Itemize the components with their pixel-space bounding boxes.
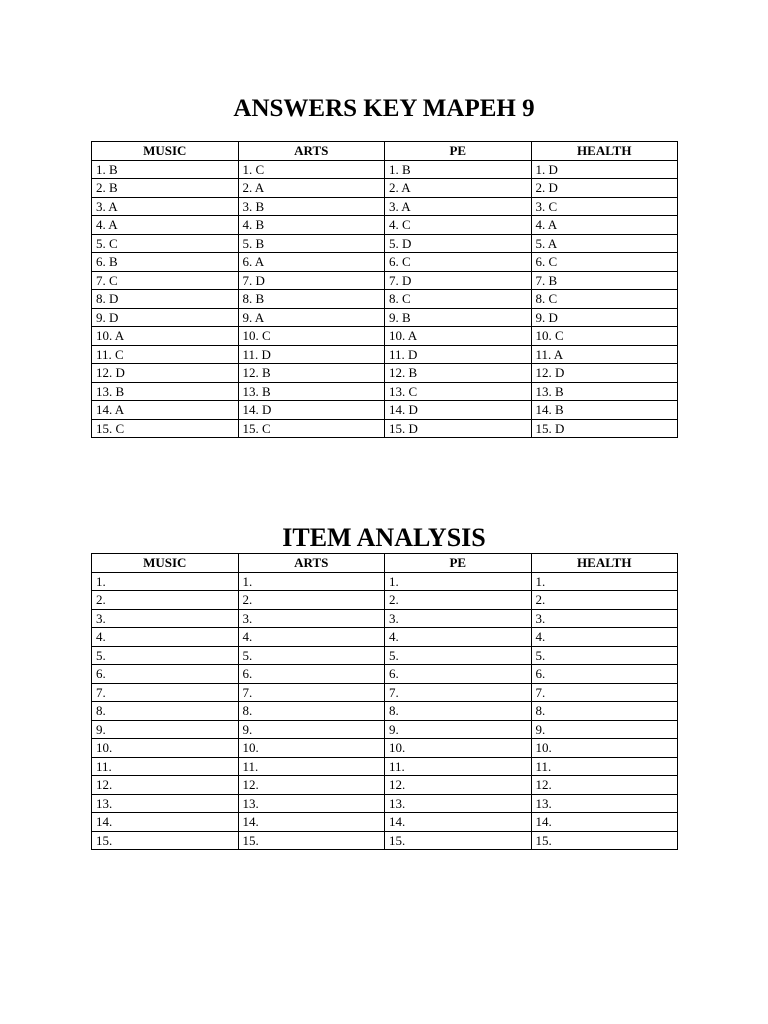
table-cell-arts: 3. B: [238, 197, 385, 216]
table-cell-pe: 3.: [385, 609, 532, 628]
table-cell-health: 2.: [531, 591, 678, 610]
table-cell-arts: 7. D: [238, 271, 385, 290]
table-cell-health: 10.: [531, 739, 678, 758]
table-cell-health: 4.: [531, 628, 678, 647]
table-cell-pe: 9. B: [385, 308, 532, 327]
table-cell-health: 5. A: [531, 234, 678, 253]
table-cell-music: 6. B: [92, 253, 239, 272]
table-cell-pe: 15. D: [385, 419, 532, 438]
item-analysis-header-row: [92, 554, 678, 573]
table-cell-health: 9. D: [531, 308, 678, 327]
table-cell-music: 13. B: [92, 382, 239, 401]
column-header-arts: ARTS: [238, 554, 385, 573]
table-row: [92, 665, 678, 684]
table-cell-health: 8. C: [531, 290, 678, 309]
table-row: [92, 234, 678, 253]
table-cell-music: 4. A: [92, 216, 239, 235]
table-cell-arts: 4. B: [238, 216, 385, 235]
table-cell-pe: 4. C: [385, 216, 532, 235]
table-cell-health: 4. A: [531, 216, 678, 235]
table-cell-health: 13.: [531, 794, 678, 813]
table-cell-health: 1.: [531, 572, 678, 591]
table-cell-health: 7. B: [531, 271, 678, 290]
table-row: [92, 364, 678, 383]
table-cell-health: 11. A: [531, 345, 678, 364]
table-cell-health: 6. C: [531, 253, 678, 272]
column-header-pe: PE: [385, 142, 532, 161]
table-row: [92, 419, 678, 438]
table-cell-pe: 1.: [385, 572, 532, 591]
table-row: [92, 179, 678, 198]
table-row: [92, 702, 678, 721]
table-cell-music: 11.: [92, 757, 239, 776]
table-cell-pe: 11. D: [385, 345, 532, 364]
table-row: [92, 683, 678, 702]
table-cell-health: 14. B: [531, 401, 678, 420]
table-cell-arts: 2. A: [238, 179, 385, 198]
table-cell-pe: 3. A: [385, 197, 532, 216]
item-analysis-title: ITEM ANALYSIS: [282, 523, 486, 552]
table-cell-pe: 14.: [385, 813, 532, 832]
table-cell-pe: 13.: [385, 794, 532, 813]
table-cell-arts: 8.: [238, 702, 385, 721]
table-cell-music: 12. D: [92, 364, 239, 383]
table-cell-arts: 8. B: [238, 290, 385, 309]
table-cell-health: 6.: [531, 665, 678, 684]
table-cell-arts: 10.: [238, 739, 385, 758]
table-cell-pe: 13. C: [385, 382, 532, 401]
table-cell-music: 4.: [92, 628, 239, 647]
table-row: [92, 831, 678, 850]
item-analysis-body: [92, 572, 678, 850]
table-row: [92, 591, 678, 610]
table-cell-pe: 2.: [385, 591, 532, 610]
table-cell-music: 9. D: [92, 308, 239, 327]
table-cell-health: 14.: [531, 813, 678, 832]
table-cell-pe: 8. C: [385, 290, 532, 309]
table-cell-music: 3.: [92, 609, 239, 628]
answer-key-title: ANSWERS KEY MAPEH 9: [233, 95, 535, 122]
table-cell-health: 11.: [531, 757, 678, 776]
table-cell-health: 7.: [531, 683, 678, 702]
table-cell-health: 13. B: [531, 382, 678, 401]
table-cell-arts: 9. A: [238, 308, 385, 327]
table-cell-music: 8.: [92, 702, 239, 721]
table-cell-arts: 2.: [238, 591, 385, 610]
table-cell-health: 15. D: [531, 419, 678, 438]
table-cell-health: 10. C: [531, 327, 678, 346]
table-row: [92, 271, 678, 290]
table-cell-music: 1. B: [92, 160, 239, 179]
table-cell-music: 15. C: [92, 419, 239, 438]
table-cell-music: 14. A: [92, 401, 239, 420]
table-cell-arts: 4.: [238, 628, 385, 647]
table-cell-pe: 10.: [385, 739, 532, 758]
table-row: [92, 401, 678, 420]
table-cell-pe: 10. A: [385, 327, 532, 346]
table-row: [92, 382, 678, 401]
table-row: [92, 345, 678, 364]
table-cell-arts: 11. D: [238, 345, 385, 364]
table-row: [92, 720, 678, 739]
table-row: [92, 813, 678, 832]
table-cell-pe: 9.: [385, 720, 532, 739]
table-cell-pe: 1. B: [385, 160, 532, 179]
table-cell-health: 3. C: [531, 197, 678, 216]
table-cell-arts: 15.: [238, 831, 385, 850]
table-cell-music: 2. B: [92, 179, 239, 198]
item-analysis-table: [91, 553, 678, 850]
table-row: [92, 757, 678, 776]
table-row: [92, 609, 678, 628]
table-cell-music: 9.: [92, 720, 239, 739]
table-cell-pe: 14. D: [385, 401, 532, 420]
table-cell-pe: 7. D: [385, 271, 532, 290]
table-cell-arts: 3.: [238, 609, 385, 628]
table-cell-music: 13.: [92, 794, 239, 813]
table-cell-arts: 9.: [238, 720, 385, 739]
table-cell-arts: 7.: [238, 683, 385, 702]
table-cell-music: 6.: [92, 665, 239, 684]
table-cell-music: 10.: [92, 739, 239, 758]
table-cell-health: 15.: [531, 831, 678, 850]
table-cell-pe: 4.: [385, 628, 532, 647]
column-header-health: HEALTH: [531, 554, 678, 573]
table-row: [92, 253, 678, 272]
column-header-music: MUSIC: [92, 554, 239, 573]
table-cell-health: 1. D: [531, 160, 678, 179]
table-cell-music: 8. D: [92, 290, 239, 309]
table-row: [92, 308, 678, 327]
table-cell-arts: 6.: [238, 665, 385, 684]
table-cell-arts: 6. A: [238, 253, 385, 272]
table-row: [92, 572, 678, 591]
answer-key-body: [92, 160, 678, 438]
table-cell-pe: 6.: [385, 665, 532, 684]
table-cell-arts: 12.: [238, 776, 385, 795]
table-cell-music: 14.: [92, 813, 239, 832]
table-cell-music: 3. A: [92, 197, 239, 216]
table-row: [92, 794, 678, 813]
table-cell-music: 1.: [92, 572, 239, 591]
table-cell-health: 8.: [531, 702, 678, 721]
table-cell-arts: 5.: [238, 646, 385, 665]
column-header-arts: ARTS: [238, 142, 385, 161]
table-cell-music: 15.: [92, 831, 239, 850]
answer-key-table: [91, 141, 678, 438]
table-cell-pe: 12. B: [385, 364, 532, 383]
table-cell-pe: 5.: [385, 646, 532, 665]
table-cell-arts: 15. C: [238, 419, 385, 438]
table-cell-arts: 1. C: [238, 160, 385, 179]
table-row: [92, 646, 678, 665]
table-row: [92, 739, 678, 758]
table-cell-arts: 13. B: [238, 382, 385, 401]
table-cell-music: 12.: [92, 776, 239, 795]
table-cell-pe: 2. A: [385, 179, 532, 198]
column-header-health: HEALTH: [531, 142, 678, 161]
table-cell-health: 9.: [531, 720, 678, 739]
table-cell-arts: 14. D: [238, 401, 385, 420]
table-cell-music: 10. A: [92, 327, 239, 346]
column-header-pe: PE: [385, 554, 532, 573]
column-header-music: MUSIC: [92, 142, 239, 161]
table-cell-arts: 11.: [238, 757, 385, 776]
table-row: [92, 216, 678, 235]
table-cell-music: 2.: [92, 591, 239, 610]
table-cell-arts: 5. B: [238, 234, 385, 253]
table-cell-pe: 5. D: [385, 234, 532, 253]
table-cell-arts: 1.: [238, 572, 385, 591]
table-cell-pe: 12.: [385, 776, 532, 795]
table-row: [92, 197, 678, 216]
table-cell-health: 3.: [531, 609, 678, 628]
table-cell-pe: 8.: [385, 702, 532, 721]
table-cell-health: 2. D: [531, 179, 678, 198]
table-cell-pe: 6. C: [385, 253, 532, 272]
table-cell-music: 11. C: [92, 345, 239, 364]
table-cell-arts: 14.: [238, 813, 385, 832]
table-row: [92, 160, 678, 179]
table-cell-pe: 7.: [385, 683, 532, 702]
table-cell-health: 12. D: [531, 364, 678, 383]
table-cell-music: 5.: [92, 646, 239, 665]
table-cell-music: 5. C: [92, 234, 239, 253]
table-cell-arts: 13.: [238, 794, 385, 813]
table-cell-music: 7. C: [92, 271, 239, 290]
table-cell-pe: 15.: [385, 831, 532, 850]
table-row: [92, 290, 678, 309]
table-cell-health: 12.: [531, 776, 678, 795]
table-row: [92, 628, 678, 647]
answer-key-header-row: [92, 142, 678, 161]
table-cell-arts: 12. B: [238, 364, 385, 383]
table-cell-pe: 11.: [385, 757, 532, 776]
table-row: [92, 776, 678, 795]
table-cell-health: 5.: [531, 646, 678, 665]
table-row: [92, 327, 678, 346]
table-cell-arts: 10. C: [238, 327, 385, 346]
table-cell-music: 7.: [92, 683, 239, 702]
